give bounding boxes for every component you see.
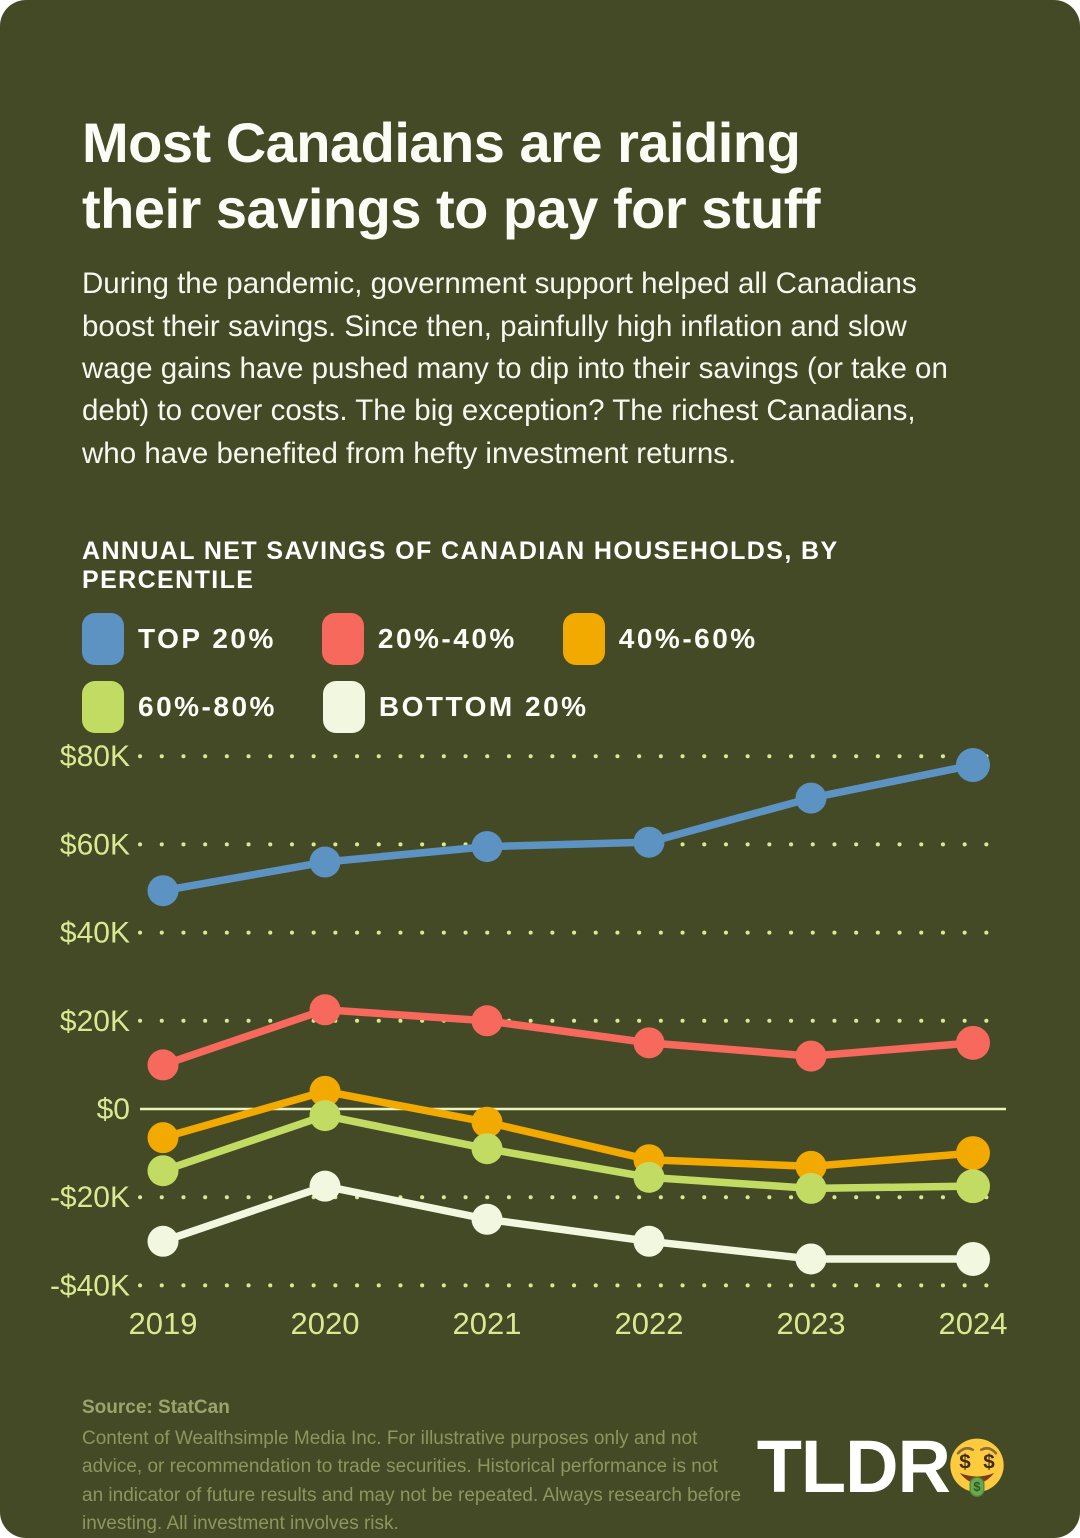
series-20-40: [148, 995, 991, 1081]
source-label: Source: StatCan: [82, 1397, 230, 1419]
data-point-20-40-2023: [796, 1041, 827, 1072]
legend-swatch-60-80: [82, 681, 124, 733]
data-point-40-60-2024: [956, 1136, 990, 1170]
legend-label: TOP 20%: [138, 623, 276, 655]
y-tick-label: $0: [96, 1093, 130, 1127]
data-point-top-20-2024: [956, 748, 990, 782]
data-point-top-20-2020: [310, 847, 341, 878]
svg-text:$: $: [983, 1450, 995, 1474]
legend-item-bottom-20: [323, 681, 589, 733]
tldr-logo: [756, 1424, 1008, 1508]
legend-swatch-20-40: [322, 613, 364, 665]
chart-title: ANNUAL NET SAVINGS OF CANADIAN HOUSEHOLDS, BY PERCENTILE: [82, 537, 839, 595]
data-point-60-80-2019: [148, 1156, 179, 1187]
series-60-80: [148, 1100, 991, 1204]
data-point-top-20-2023: [796, 783, 827, 814]
data-point-bottom-20-2022: [634, 1226, 665, 1257]
data-point-60-80-2024: [956, 1170, 990, 1204]
legend-item-60-80: [82, 681, 277, 733]
legend-swatch-top-20: [82, 613, 124, 665]
y-tick-label: -$20K: [49, 1181, 130, 1215]
series-line-20-40: [163, 1010, 973, 1065]
y-tick-label: $60K: [59, 828, 130, 862]
data-point-bottom-20-2019: [148, 1226, 179, 1257]
series-line-bottom-20: [163, 1187, 973, 1260]
data-point-60-80-2021: [472, 1134, 503, 1165]
legend-label: 40%-60%: [618, 623, 758, 655]
legend-label: BOTTOM 20%: [378, 691, 589, 723]
svg-text:$: $: [959, 1450, 971, 1474]
page-title-line2: their savings to pay for stuff: [82, 176, 820, 240]
data-point-20-40-2024: [956, 1026, 990, 1060]
data-point-60-80-2022: [634, 1162, 665, 1193]
svg-text:$: $: [973, 1478, 981, 1494]
money-mouth-face-icon: [946, 1436, 1008, 1498]
data-point-20-40-2021: [472, 1006, 503, 1037]
data-point-20-40-2022: [634, 1028, 665, 1059]
y-tick-label: -$40K: [49, 1269, 130, 1303]
legend-item-top-20: [82, 613, 276, 665]
x-tick-label: 2023: [776, 1306, 846, 1342]
data-point-60-80-2023: [796, 1173, 827, 1204]
data-point-bottom-20-2021: [472, 1204, 503, 1235]
legend-swatch-bottom-20: [323, 681, 365, 733]
page-title: [82, 110, 998, 241]
legend-row-2: [82, 681, 998, 733]
legend-swatch-40-60: [563, 613, 605, 665]
intro-paragraph: During the pandemic, government support helped all Canadians boost their savings. Since then, painfully high inflation and slow wage gains have pushed many to dip into their savings (or take on debt) to cover costs. The big exception? The richest Canadians, who have benefited from hefty investment returns.: [82, 267, 948, 470]
y-tick-label: $40K: [59, 916, 130, 950]
legend-label: 20%-40%: [377, 623, 517, 655]
data-point-bottom-20-2020: [310, 1171, 341, 1202]
data-point-top-20-2019: [148, 876, 179, 907]
y-tick-label: $20K: [59, 1005, 130, 1039]
data-point-40-60-2021: [472, 1107, 503, 1138]
data-point-20-40-2019: [148, 1050, 179, 1081]
data-point-60-80-2020: [310, 1100, 341, 1131]
legend-item-40-60: [563, 613, 758, 665]
footer: [82, 1394, 1008, 1538]
x-tick-label: 2024: [938, 1306, 1008, 1342]
disclaimer-text: Content of Wealthsimple Media Inc. For illustrative purposes only and not advice, or recommendation to trade securities. Historical performance is not an indicator of future results and may not be repeated. Always research before investing. All investment involves risk.: [82, 1427, 742, 1535]
series-line-top-20: [163, 765, 973, 891]
data-point-top-20-2022: [634, 827, 665, 858]
data-point-bottom-20-2024: [956, 1242, 990, 1276]
x-tick-label: 2021: [452, 1306, 522, 1342]
data-point-top-20-2021: [472, 831, 503, 862]
data-point-bottom-20-2023: [796, 1244, 827, 1275]
data-point-20-40-2020: [310, 995, 341, 1026]
legend-item-20-40: [322, 613, 517, 665]
series-top-20: [148, 748, 991, 906]
line-chart: [0, 733, 1080, 1378]
chart-legend: [82, 613, 998, 733]
series-line-60-80: [163, 1116, 973, 1189]
page-title-line1: Most Canadians are raiding: [82, 111, 801, 174]
logo-text: TLDR: [756, 1424, 950, 1508]
x-tick-label: 2020: [290, 1306, 360, 1342]
data-point-40-60-2019: [148, 1123, 179, 1154]
legend-row-1: [82, 613, 998, 665]
footnotes: [82, 1394, 742, 1538]
x-tick-label: 2019: [128, 1306, 198, 1342]
x-tick-label: 2022: [614, 1306, 684, 1342]
y-tick-label: $80K: [59, 740, 130, 774]
legend-label: 60%-80%: [138, 691, 277, 723]
